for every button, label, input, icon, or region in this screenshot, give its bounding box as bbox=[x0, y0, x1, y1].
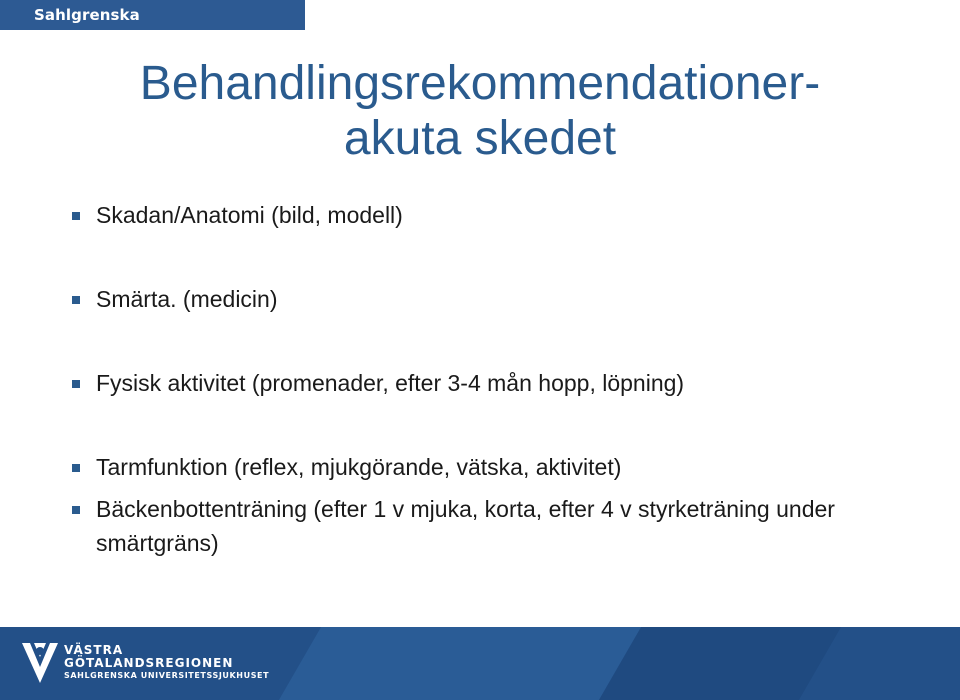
bullet-item bbox=[72, 366, 876, 400]
footer-decoration bbox=[599, 627, 841, 700]
bullet-text: Bäckenbottenträning (efter 1 v mjuka, korta, efter 4 v styrketräning under smärtgräns) bbox=[96, 496, 835, 556]
bullet-square-icon bbox=[72, 464, 80, 472]
bullet-text: Skadan/Anatomi (bild, modell) bbox=[96, 202, 403, 228]
footer-logo-line-1: VÄSTRA bbox=[64, 643, 124, 657]
header-organization-bar bbox=[0, 0, 305, 54]
bullet-text: Smärta. (medicin) bbox=[96, 286, 278, 312]
footer-logo-line-3: SAHLGRENSKA UNIVERSITETSSJUKHUSET bbox=[64, 671, 270, 680]
bullet-text: Tarmfunktion (reflex, mjukgörande, vätska, aktivitet) bbox=[96, 454, 622, 480]
bullet-square-icon bbox=[72, 212, 80, 220]
bullet-item bbox=[72, 450, 876, 484]
footer-logo-line-2: GÖTALANDSREGIONEN bbox=[64, 656, 234, 670]
slide-title-line-2: akuta skedet bbox=[343, 112, 617, 165]
bullet-square-icon bbox=[72, 296, 80, 304]
bullet-square-icon bbox=[72, 506, 80, 514]
vgr-logo-icon bbox=[20, 639, 60, 687]
bullet-text: Fysisk aktivitet (promenader, efter 3-4 mån hopp, löpning) bbox=[96, 370, 685, 396]
header-organization-name: Sahlgrenska Universitetssjukhuset bbox=[34, 6, 222, 54]
bullet-item bbox=[72, 198, 876, 232]
bullet-item bbox=[72, 282, 876, 316]
footer-bar bbox=[0, 627, 960, 700]
slide-title-line-1: Behandlingsrekommendationer- bbox=[139, 57, 821, 110]
slide-title bbox=[0, 56, 960, 166]
bullet-square-icon bbox=[72, 380, 80, 388]
footer-logo bbox=[64, 644, 269, 681]
bullet-item bbox=[72, 492, 876, 560]
